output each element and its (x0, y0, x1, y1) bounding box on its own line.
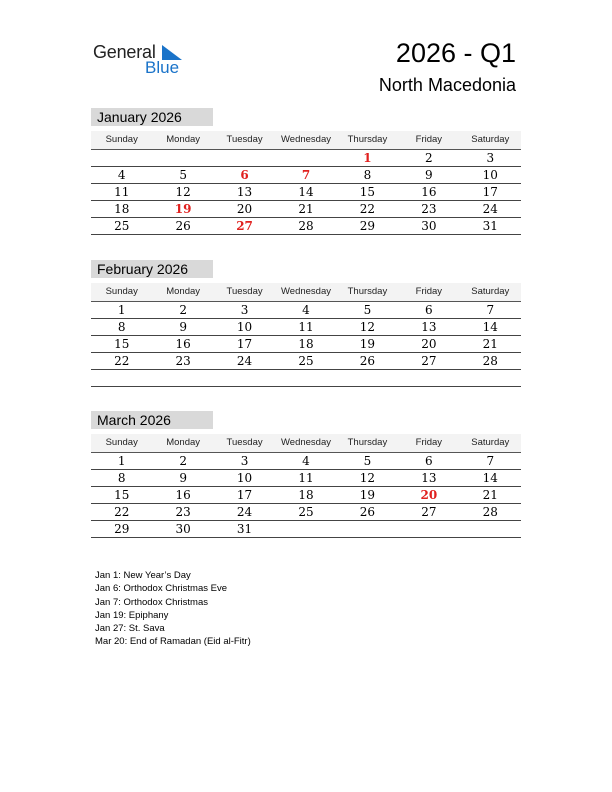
holiday-day-cell: 20 (420, 488, 438, 502)
month-weeks (91, 453, 521, 538)
day-cell: 16 (421, 185, 437, 199)
week-row (91, 319, 521, 336)
weekday-label: Friday (415, 134, 443, 145)
month-weeks (91, 302, 521, 387)
day-cell: 10 (482, 168, 498, 182)
month-title: March 2026 (91, 411, 213, 429)
day-cell: 9 (179, 320, 187, 334)
day-cell: 15 (114, 337, 130, 351)
month-february (91, 260, 521, 387)
day-cell: 5 (363, 303, 372, 317)
day-cell: 8 (117, 471, 126, 485)
day-cell: 3 (486, 151, 495, 165)
day-cell: 12 (175, 185, 191, 199)
day-cell: 3 (240, 454, 249, 468)
day-cell: 4 (302, 303, 310, 317)
day-cell: 14 (298, 185, 314, 199)
week-row (91, 201, 521, 218)
day-cell: 21 (298, 202, 314, 216)
day-cell: 15 (359, 185, 376, 199)
day-cell: 27 (421, 354, 437, 368)
weekday-label: Wednesday (280, 134, 331, 145)
day-cell (214, 150, 275, 166)
day-cell: 6 (425, 303, 433, 317)
day-cell: 13 (421, 471, 437, 485)
day-cell (91, 370, 152, 386)
weekday-label: Sunday (105, 286, 138, 297)
weekday-label: Saturday (471, 286, 510, 297)
day-cell: 23 (175, 354, 191, 368)
day-cell: 10 (236, 320, 253, 334)
day-cell: 5 (363, 454, 372, 468)
day-cell: 29 (114, 522, 130, 536)
day-cell: 14 (482, 320, 498, 334)
day-cell (398, 521, 459, 537)
month-weeks (91, 150, 521, 235)
day-cell: 31 (482, 219, 498, 233)
weekday-label: Sunday (105, 134, 138, 145)
day-cell (152, 150, 213, 166)
weekday-label: Friday (415, 437, 443, 448)
weekday-label: Friday (415, 286, 443, 297)
day-cell: 22 (359, 202, 376, 216)
day-cell: 12 (359, 471, 376, 485)
holiday-note: Jan 6: Orthodox Christmas Eve (95, 583, 227, 595)
holiday-note: Jan 1: New Year’s Day (95, 570, 191, 581)
day-cell: 11 (298, 320, 314, 334)
day-cell: 11 (298, 471, 314, 485)
weekday-label: Sunday (105, 437, 138, 448)
week-row (91, 370, 521, 387)
weekday-header (91, 131, 521, 150)
day-cell: 9 (425, 168, 433, 182)
week-row (91, 504, 521, 521)
week-row (91, 353, 521, 370)
day-cell: 18 (298, 488, 314, 502)
week-row (91, 150, 521, 167)
day-cell: 28 (298, 219, 314, 233)
day-cell: 2 (179, 303, 187, 317)
weekday-label: Thursday (347, 437, 388, 448)
day-cell: 19 (359, 337, 376, 351)
day-cell: 28 (482, 354, 498, 368)
week-row (91, 470, 521, 487)
logo-general-text: General (93, 42, 156, 62)
day-cell: 7 (486, 303, 495, 317)
weekday-label: Tuesday (226, 134, 263, 145)
holiday-note: Jan 19: Epiphany (95, 609, 169, 621)
day-cell: 1 (117, 303, 126, 317)
week-row (91, 302, 521, 319)
holiday-note: Jan 7: Orthodox Christmas (95, 596, 208, 608)
day-cell: 24 (482, 202, 498, 216)
day-cell: 21 (482, 488, 498, 502)
holiday-day-cell: 1 (363, 151, 372, 165)
month-january (91, 108, 521, 235)
day-cell: 16 (175, 337, 191, 351)
day-cell: 28 (482, 505, 498, 519)
day-cell: 19 (359, 488, 376, 502)
week-row (91, 453, 521, 470)
day-cell: 21 (482, 337, 498, 351)
day-cell (152, 370, 213, 386)
day-cell (275, 521, 336, 537)
day-cell: 7 (486, 454, 495, 468)
day-cell: 26 (359, 505, 376, 519)
day-cell (275, 150, 336, 166)
day-cell: 29 (359, 219, 376, 233)
day-cell: 25 (298, 354, 314, 368)
month-title: February 2026 (91, 260, 213, 278)
day-cell: 20 (421, 337, 437, 351)
day-cell (398, 370, 459, 386)
day-cell: 14 (482, 471, 498, 485)
day-cell: 4 (117, 168, 126, 182)
day-cell: 8 (117, 320, 126, 334)
holiday-day-cell: 19 (174, 202, 192, 216)
page-title: 2026 - Q1 (395, 38, 516, 68)
day-cell: 1 (117, 454, 126, 468)
day-cell (337, 521, 398, 537)
weekday-label: Monday (166, 437, 201, 448)
day-cell: 5 (179, 168, 187, 182)
day-cell: 10 (236, 471, 253, 485)
day-cell (214, 370, 275, 386)
day-cell: 22 (114, 354, 130, 368)
holiday-day-cell: 27 (236, 219, 253, 233)
day-cell: 17 (236, 337, 253, 351)
day-cell: 23 (421, 202, 437, 216)
day-cell: 30 (175, 522, 191, 536)
day-cell: 3 (240, 303, 249, 317)
day-cell: 26 (175, 219, 191, 233)
day-cell: 18 (298, 337, 314, 351)
day-cell: 11 (114, 185, 130, 199)
day-cell: 15 (114, 488, 130, 502)
day-cell: 17 (236, 488, 253, 502)
day-cell: 30 (421, 219, 437, 233)
day-cell: 24 (236, 505, 253, 519)
day-cell: 22 (114, 505, 130, 519)
day-cell: 26 (359, 354, 376, 368)
holiday-notes (95, 569, 251, 649)
weekday-label: Wednesday (280, 286, 331, 297)
week-row (91, 184, 521, 201)
logo (93, 40, 203, 80)
holiday-day-cell: 7 (301, 168, 311, 182)
day-cell: 4 (302, 454, 310, 468)
weekday-label: Monday (166, 134, 201, 145)
country-name: North Macedonia (378, 75, 516, 95)
day-cell: 25 (298, 505, 314, 519)
weekday-label: Tuesday (226, 437, 263, 448)
month-title: January 2026 (91, 108, 213, 126)
day-cell (460, 370, 521, 386)
day-cell: 31 (236, 522, 253, 536)
weekday-header (91, 434, 521, 453)
day-cell: 2 (425, 151, 433, 165)
day-cell (275, 370, 336, 386)
day-cell (460, 521, 521, 537)
day-cell (337, 370, 398, 386)
day-cell: 9 (179, 471, 187, 485)
holiday-note: Mar 20: End of Ramadan (Eid al-Fitr) (95, 636, 251, 648)
day-cell: 13 (236, 185, 253, 199)
week-row (91, 167, 521, 184)
day-cell: 24 (236, 354, 253, 368)
weekday-label: Tuesday (226, 286, 263, 297)
week-row (91, 487, 521, 504)
week-row (91, 521, 521, 538)
logo-blue-text: Blue (145, 58, 180, 77)
day-cell: 13 (421, 320, 437, 334)
day-cell: 23 (175, 505, 191, 519)
weekday-label: Thursday (347, 134, 388, 145)
day-cell: 18 (114, 202, 130, 216)
day-cell: 20 (236, 202, 253, 216)
day-cell: 8 (363, 168, 372, 182)
weekday-label: Saturday (471, 437, 510, 448)
holiday-day-cell: 6 (240, 168, 249, 182)
weekday-label: Thursday (347, 286, 388, 297)
day-cell (91, 150, 152, 166)
holiday-note: Jan 27: St. Sava (95, 623, 165, 635)
weekday-label: Saturday (471, 134, 510, 145)
weekday-label: Wednesday (280, 437, 331, 448)
week-row (91, 336, 521, 353)
day-cell: 12 (359, 320, 376, 334)
day-cell: 27 (421, 505, 437, 519)
week-row (91, 218, 521, 235)
weekday-header (91, 283, 521, 302)
weekday-label: Monday (166, 286, 201, 297)
day-cell: 16 (175, 488, 191, 502)
day-cell: 25 (114, 219, 130, 233)
day-cell: 6 (425, 454, 433, 468)
day-cell: 2 (179, 454, 187, 468)
day-cell: 17 (482, 185, 498, 199)
month-march (91, 411, 521, 538)
